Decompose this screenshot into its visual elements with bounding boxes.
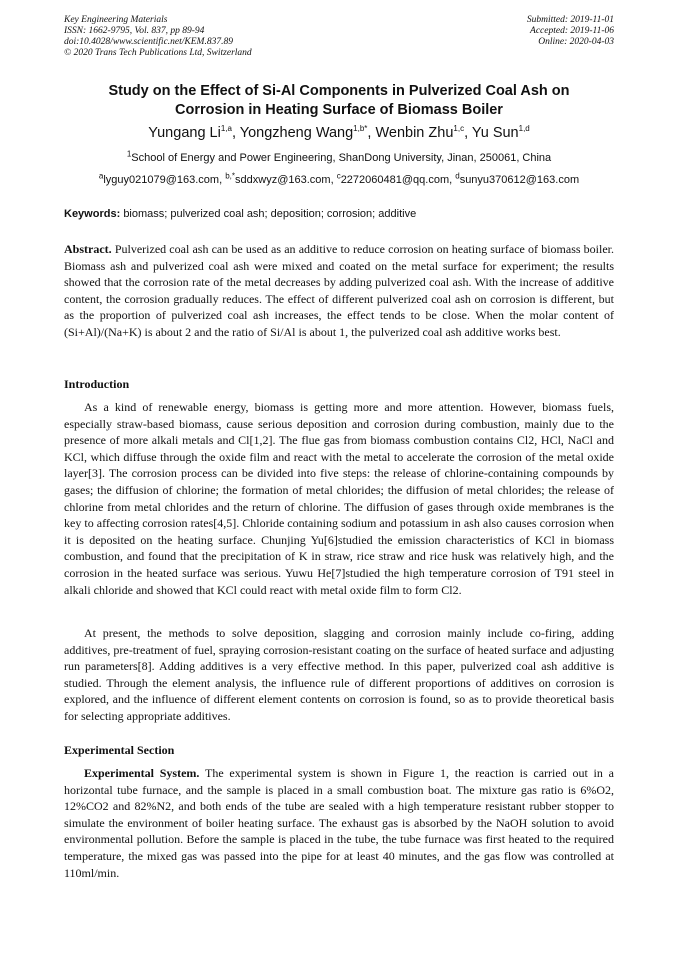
author-affil-mark: 1,a bbox=[220, 124, 232, 134]
title-line-1: Study on the Effect of Si-Al Components in Pulverized Coal Ash on bbox=[108, 83, 570, 99]
introduction-paragraph-1: As a kind of renewable energy, biomass is getting more and more attention. However, biomass fuels, especially straw-based biomass, cause serious deposition and corrosion during combustion, mainly due to the presence of more alkali metals and Cl[1,2]. The flue gas from biomass combustion contains Cl2, HCl, NaCl and KCl, which diffuse through the oxide film and react with the metal to accelerate the corrosion of the metal oxide layer[3]. The corrosion process can be divided into five steps: the release of chlorine-containing compounds by gases; the diffusion of chlorine; the formation of metal chlorides; the diffusion of metal chlorides; the release of chlorine from metal chlorides and the return of chlorine. The diffusion of gases through oxide membranes is the key to affecting corrosion rates[4,5]. Chloride containing sodium and potassium in ash also causes corrosion when it is deposited on the heating surface. Chunjing Yu[6]studied the emission characteristics of KCl in biomass combustion, and found that the precipitation of K in straw, rice straw and rice husk was relatively high, and the corrosion in the heated surface was serious. Yuwu He[7]studied the high temperature corrosion of T91 steel in alkali chloride and showed that KCl could react with metal oxide film to form Cl2. bbox=[64, 400, 614, 597]
keywords-text: biomass; pulverized coal ash; deposition; corrosion; additive bbox=[123, 208, 417, 220]
experimental-system-label: Experimental System. bbox=[84, 766, 200, 780]
title-line-2: Corrosion in Heating Surface of Biomass Boiler bbox=[175, 102, 503, 118]
affiliation-mark: 1 bbox=[126, 149, 132, 159]
author-affil-mark: 1,d bbox=[518, 124, 530, 134]
author-name: Wenbin Zhu bbox=[375, 125, 454, 141]
email-address[interactable]: sunyu370612@163.com bbox=[459, 174, 580, 186]
affiliation bbox=[40, 149, 638, 165]
author-name: Yu Sun bbox=[471, 125, 519, 141]
abstract-label: Abstract. bbox=[64, 242, 112, 256]
journal-issn: ISSN: 1662-9795, Vol. 837, pp 89-94 bbox=[64, 26, 205, 36]
author-name: Yungang Li bbox=[148, 125, 221, 141]
introduction-heading: Introduction bbox=[64, 377, 130, 391]
submitted-date: Submitted: 2019-11-01 bbox=[526, 15, 614, 25]
keywords-label: Keywords: bbox=[64, 208, 121, 220]
author-name: Yongzheng Wang bbox=[239, 125, 354, 141]
journal-name: Key Engineering Materials bbox=[64, 15, 168, 25]
email-mark: a bbox=[98, 171, 104, 181]
journal-header bbox=[64, 15, 252, 59]
accepted-date: Accepted: 2019-11-06 bbox=[530, 26, 614, 36]
experimental-paragraph-1 bbox=[64, 765, 614, 881]
online-date: Online: 2020-04-03 bbox=[538, 37, 614, 47]
journal-copyright: © 2020 Trans Tech Publications Ltd, Switzerland bbox=[64, 48, 252, 58]
abstract bbox=[64, 241, 614, 341]
email-address[interactable]: 2272060481@qq.com bbox=[340, 174, 450, 186]
paper-title bbox=[40, 82, 638, 120]
email-mark: c bbox=[336, 171, 341, 181]
dates-header bbox=[527, 15, 614, 48]
email-mark: b,* bbox=[225, 171, 236, 181]
introduction-paragraph-2: At present, the methods to solve deposition, slagging and corrosion mainly include co-firing, adding additives, pre-treatment of fuel, spraying corrosion-resistant coating on the surface of heated surface and adjusting run parameters[8]. Adding additives is a very effective method. In this paper, pulverized coal ash additive is studied. Through the element analysis, the influence rule of different proportions of additives on corrosion is explored, and the influence of different element contents on corrosion is found, so as to provide theoretical basis for selecting appropriate additives. bbox=[64, 626, 614, 723]
author-list: Yungang Li$^{1,a}$, Yongzheng Wang$^{1,b*}$, Wenbin Zhu$^{1,c}$, Yu Sun$^{1,d}$ bbox=[148, 124, 530, 141]
author-affil-mark: 1,b* bbox=[353, 124, 368, 134]
abstract-text: Pulverized coal ash can be used as an additive to reduce corrosion on heating surface of biomass boiler. Biomass ash and pulverized coal ash were mixed and coated on the metal surface for experiment; the results showed that the corrosion rate of the metal decreases by adding pulverized coal ash. With the increase of additive content, the corrosion gradually reduces. The effect of different pulverized coal ash on corrosion is different, but as the proportion of pulverized coal ash increases, the effect tends to be close. When the molar content of (Si+Al)/(Na+K) is about 2 and the ratio of Si/Al is about 1, the pulverized coal ash additive works best. bbox=[64, 242, 615, 339]
email-address[interactable]: lyguy021079@163.com bbox=[103, 174, 220, 186]
email-mark: d bbox=[455, 171, 460, 181]
email-address[interactable]: sddxwyz@163.com bbox=[235, 174, 331, 186]
email-list: $^a$lyguy021079@163.com, $^{b,*}$sddxwyz@163.com, $^c$2272060481@qq.com, $^d$sunyu370612@163.com bbox=[98, 171, 580, 186]
experimental-system-text: The experimental system is shown in Figure 1, the reaction is carried out in a horizontal tube furnace, and the sample is placed in a small combustion boat. The mixture gas ratio is 6%O2, 12%CO2 and 82%N2, and both ends of the tube are sealed with a high temperature resistant rubber stopper to simulate the environment of boiler heating surface. The exhaust gas is absorbed by the NaOH solution to avoid environmental pollution. Before the sample is placed in the tube, the tube furnace was first heated to the required temperature, the mixed gas was passed into the pipe for at least 40 minutes, and the gas flow was controlled at 110ml/min. bbox=[64, 766, 614, 880]
keywords bbox=[64, 208, 614, 221]
experimental-heading: Experimental Section bbox=[64, 743, 175, 757]
affiliation-text: School of Energy and Power Engineering, ShanDong University, Jinan, 250061, China bbox=[131, 152, 552, 164]
journal-doi: doi:10.4028/www.scientific.net/KEM.837.89 bbox=[64, 37, 233, 47]
author-affil-mark: 1,c bbox=[453, 124, 465, 134]
